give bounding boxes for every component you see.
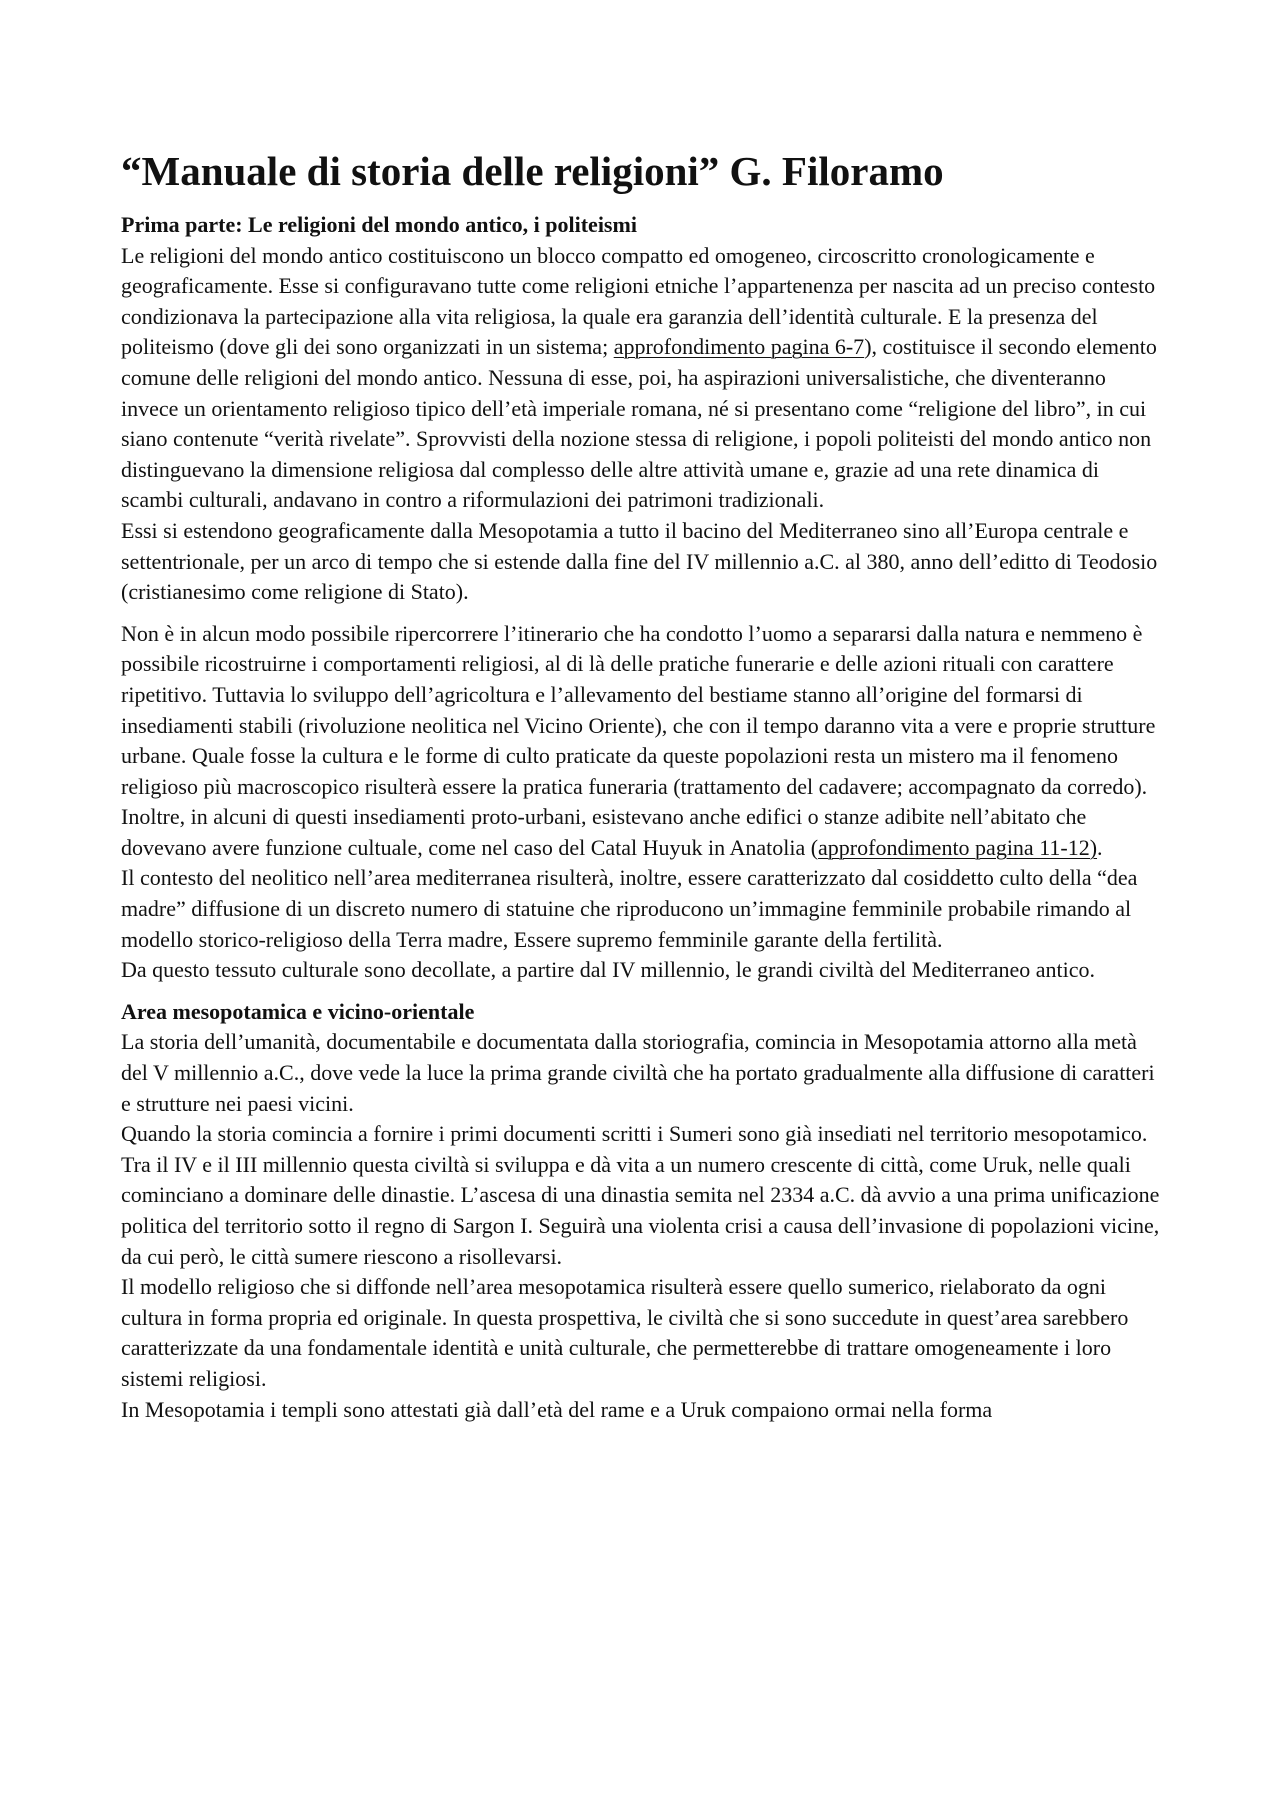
paragraph-neolitico bbox=[121, 619, 1161, 864]
paragraph-dea-madre: Il contesto del neolitico nell’area mediterranea risulterà, inoltre, essere caratterizzato dal cosiddetto culto della “dea madre” diffusione di un discreto numero di statuine che riproducono un’immagine femminile probabile rimando al modello storico-religioso della Terra madre, Essere supremo femminile garante della fertilità. bbox=[121, 865, 1138, 952]
document-title: “Manuale di storia delle religioni” G. Filoramo bbox=[121, 148, 944, 194]
paragraph-text: Le religioni del mondo antico costituiscono un blocco compatto ed omogeneo, circoscritto cronologicamente e geograficamente. Esse si configuravano tutte come religioni etniche l’appartenenza per nascita ad un preciso contesto condizionava la partecipazione alla vita religiosa, la quale era garanzia dell’identità culturale. E la presenza del politeismo (dove gli dei sono organizzati in un sistema; bbox=[121, 242, 1156, 360]
paragraph-text: ), costituisce il secondo elemento comune delle religioni del mondo antico. Nessuna di esse, poi, ha aspirazioni universalistiche, che diventeranno invece un orientamento religioso tipico dell’età imperiale romana, né si presentano come “religione del libro”, in cui siano contenute “verità rivelate”. Sprovvisti della nozione stessa di religione, i popoli politeisti del mondo antico non distinguevano la dimensione religiosa dal complesso delle altre attività umane e, grazie ad una rete dinamica di scambi culturali, andavano in contro a riformulazioni dei patrimoni tradizionali. bbox=[121, 334, 1157, 513]
paragraph-religioni-mondo-antico bbox=[121, 241, 1161, 516]
paragraph-sumeri: Quando la storia comincia a fornire i primi documenti scritti i Sumeri sono già insediati nel territorio mesopotamico. Tra il IV e il III millennio questa civiltà si sviluppa e dà vita a un numero crescente di città, come Uruk, nelle quali cominciano a dominare delle dinastie. L’ascesa di una dinastia semita nel 2334 a.C. dà avvio a una prima unificazione politica del territorio sotto il regno di Sargon I. Seguirà una violenta crisi a causa dell’invasione di popolazioni vicine, da cui però, le città sumere riescono a risollevarsi. bbox=[121, 1121, 1160, 1269]
document-page bbox=[121, 146, 1161, 1425]
paragraph-templi: In Mesopotamia i templi sono attestati già dall’età del rame e a Uruk compaiono ormai nella forma bbox=[121, 1396, 993, 1422]
paragraph-estensione-geografica: Essi si estendono geograficamente dalla Mesopotamia a tutto il bacino del Mediterraneo sino all’Europa centrale e settentrionale, per un arco di tempo che si estende dalla fine del IV millennio a.C. al 380, anno dell’editto di Teodosio (cristianesimo come religione di Stato). bbox=[121, 517, 1158, 605]
paragraph-storia-umanita: La storia dell’umanità, documentabile e documentata dalla storiografia, comincia in Mesopotamia attorno alla metà del V millennio a.C., dove vede la luce la prima grande civiltà che ha portato gradualmente alla diffusione di caratteri e strutture nei paesi vicini. bbox=[121, 1029, 1155, 1116]
link-approfondimento-11-12[interactable]: approfondimento pagina 11-12) bbox=[818, 834, 1098, 860]
link-approfondimento-6-7[interactable]: approfondimento pagina 6-7 bbox=[613, 334, 865, 360]
paragraph-text: Non è in alcun modo possibile ripercorrere l’itinerario che ha condotto l’uomo a separarsi dalla natura e nemmeno è possibile ricostruirne i comportamenti religiosi, al di là delle pratiche funerarie e delle azioni rituali con carattere ripetitivo. Tuttavia lo sviluppo dell’agricoltura e l’allevamento del bestiame stanno all’origine del formarsi di insediamenti stabili (rivoluzione neolitica nel Vicino Oriente), che con il tempo daranno vita a vere e proprie strutture urbane. Quale fosse la cultura e le forme di culto praticate da queste popolazioni resta un mistero ma il fenomeno religioso più macroscopico risulterà essere la pratica funeraria (trattamento del cadavere; accompagnato da corredo). Inoltre, in alcuni di questi insediamenti proto-urbani, esistevano anche edifici o stanze adibite nell’abitato che dovevano avere funzione cultuale, come nel caso del Catal Huyuk in Anatolia ( bbox=[121, 620, 1156, 860]
paragraph-modello-religioso: Il modello religioso che si diffonde nell’area mesopotamica risulterà essere quello sumerico, rielaborato da ogni cultura in forma propria ed originale. In questa prospettiva, le civiltà che si sono succedute in quest’area sarebbero caratterizzate da una fondamentale identità e unità culturale, che permetterebbe di trattare omogeneamente i loro sistemi religiosi. bbox=[121, 1274, 1129, 1391]
paragraph-civilta-mediterraneo: Da questo tessuto culturale sono decollate, a partire dal IV millennio, le grandi civiltà del Mediterraneo antico. bbox=[121, 957, 1095, 983]
paragraph-text: . bbox=[1097, 834, 1103, 860]
section-heading-politeismi: Prima parte: Le religioni del mondo antico, i politeismi bbox=[121, 212, 637, 237]
section-heading-mesopotamica: Area mesopotamica e vicino-orientale bbox=[121, 998, 475, 1024]
